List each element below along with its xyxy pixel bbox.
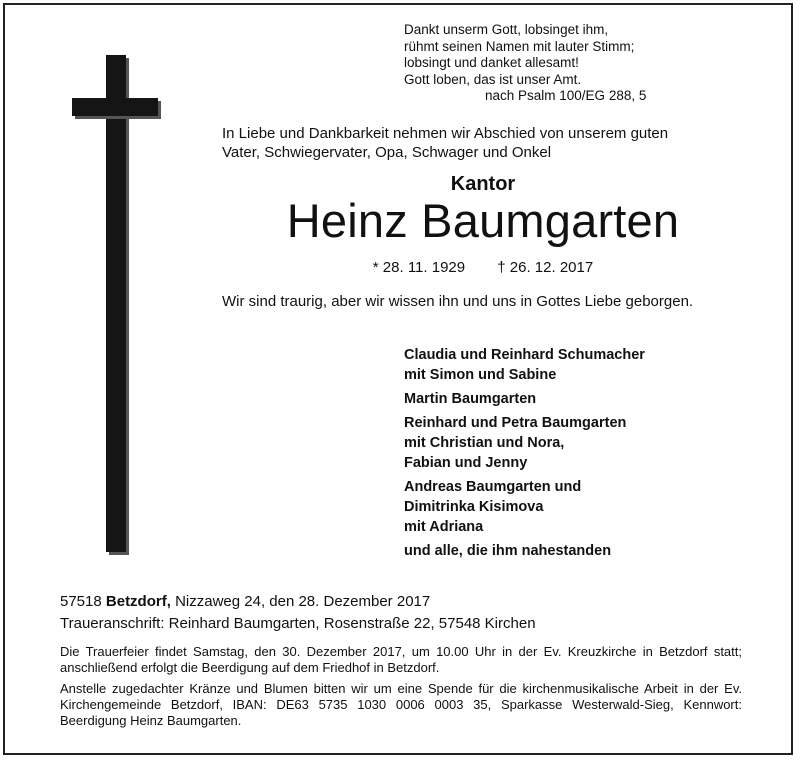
family-group <box>404 345 744 385</box>
family-group <box>404 541 744 561</box>
family-line: Martin Baumgarten <box>404 391 537 407</box>
street-date: Nizzaweg 24, den 28. Dezember 2017 <box>175 593 431 610</box>
family-line: mit Simon und Sabine <box>404 367 557 383</box>
family-line: Fabian und Jenny <box>404 455 528 471</box>
family-group <box>404 477 744 537</box>
psalm-quote <box>404 22 646 105</box>
deceased-name: Heinz Baumgarten <box>286 194 680 247</box>
family-list <box>404 345 744 565</box>
address-block <box>60 592 750 636</box>
place-date-line <box>60 592 750 612</box>
family-line: mit Christian und Nora, <box>404 435 565 451</box>
family-line: und alle, die ihm nahestanden <box>404 543 612 559</box>
psalm-line: lobsingt und danket allesamt! <box>404 55 579 70</box>
donation-info: Anstelle zugedachter Kränze und Blumen bitten wir um eine Spende für die kirchenmusikalische Arbeit in der Ev. Kirchengemeinde Betzdorf, IBAN: DE63 5735 1030 0006 0003 35, Sparkasse Westerwald-Sieg, Kennwort: Beerdigung Heinz Baumgarten. <box>60 681 742 728</box>
intro-line: In Liebe und Dankbarkeit nehmen wir Abschied von unserem guten <box>222 125 669 142</box>
intro-line: Vater, Schwiegervater, Opa, Schwager und Onkel <box>222 144 552 161</box>
deceased-title: Kantor <box>450 173 516 195</box>
cross-vertical-beam <box>106 55 126 552</box>
family-line: Claudia und Reinhard Schumacher <box>404 347 645 363</box>
family-line: Andreas Baumgarten und <box>404 479 582 495</box>
postal-code: 57518 <box>60 593 102 610</box>
family-group <box>404 389 744 409</box>
psalm-reference: nach Psalm 100/EG 288, 5 <box>485 88 647 103</box>
family-line: Reinhard und Petra Baumgarten <box>404 415 627 431</box>
life-dates <box>222 258 744 278</box>
family-line: mit Adriana <box>404 519 484 535</box>
psalm-line: Gott loben, das ist unser Amt. <box>404 71 582 87</box>
psalm-line: rühmt seinen Namen mit lauter Stimm; <box>404 38 635 54</box>
faith-statement: Wir sind traurig, aber wir wissen ihn und uns in Gottes Liebe geborgen. <box>222 293 694 310</box>
family-line: Dimitrinka Kisimova <box>404 499 544 515</box>
psalm-line: Dankt unserm Gott, lobsinget ihm, <box>404 22 609 37</box>
birth-date: * 28. 11. 1929 <box>372 259 466 276</box>
family-group <box>404 413 744 473</box>
cross-horizontal-beam <box>72 98 158 116</box>
funeral-info: Die Trauerfeier findet Samstag, den 30. Dezember 2017, um 10.00 Uhr in der Ev. Kreuzkirche in Betzdorf statt; anschließend erfolgt die Beerdigung auf dem Friedhof in Betzdorf. <box>60 644 742 675</box>
death-date: † 26. 12. 2017 <box>497 259 594 276</box>
intro-text <box>222 124 744 162</box>
service-details <box>60 644 742 734</box>
mourning-address: Traueranschrift: Reinhard Baumgarten, Rosenstraße 22, 57548 Kirchen <box>60 615 536 632</box>
city: Betzdorf, <box>105 593 171 610</box>
